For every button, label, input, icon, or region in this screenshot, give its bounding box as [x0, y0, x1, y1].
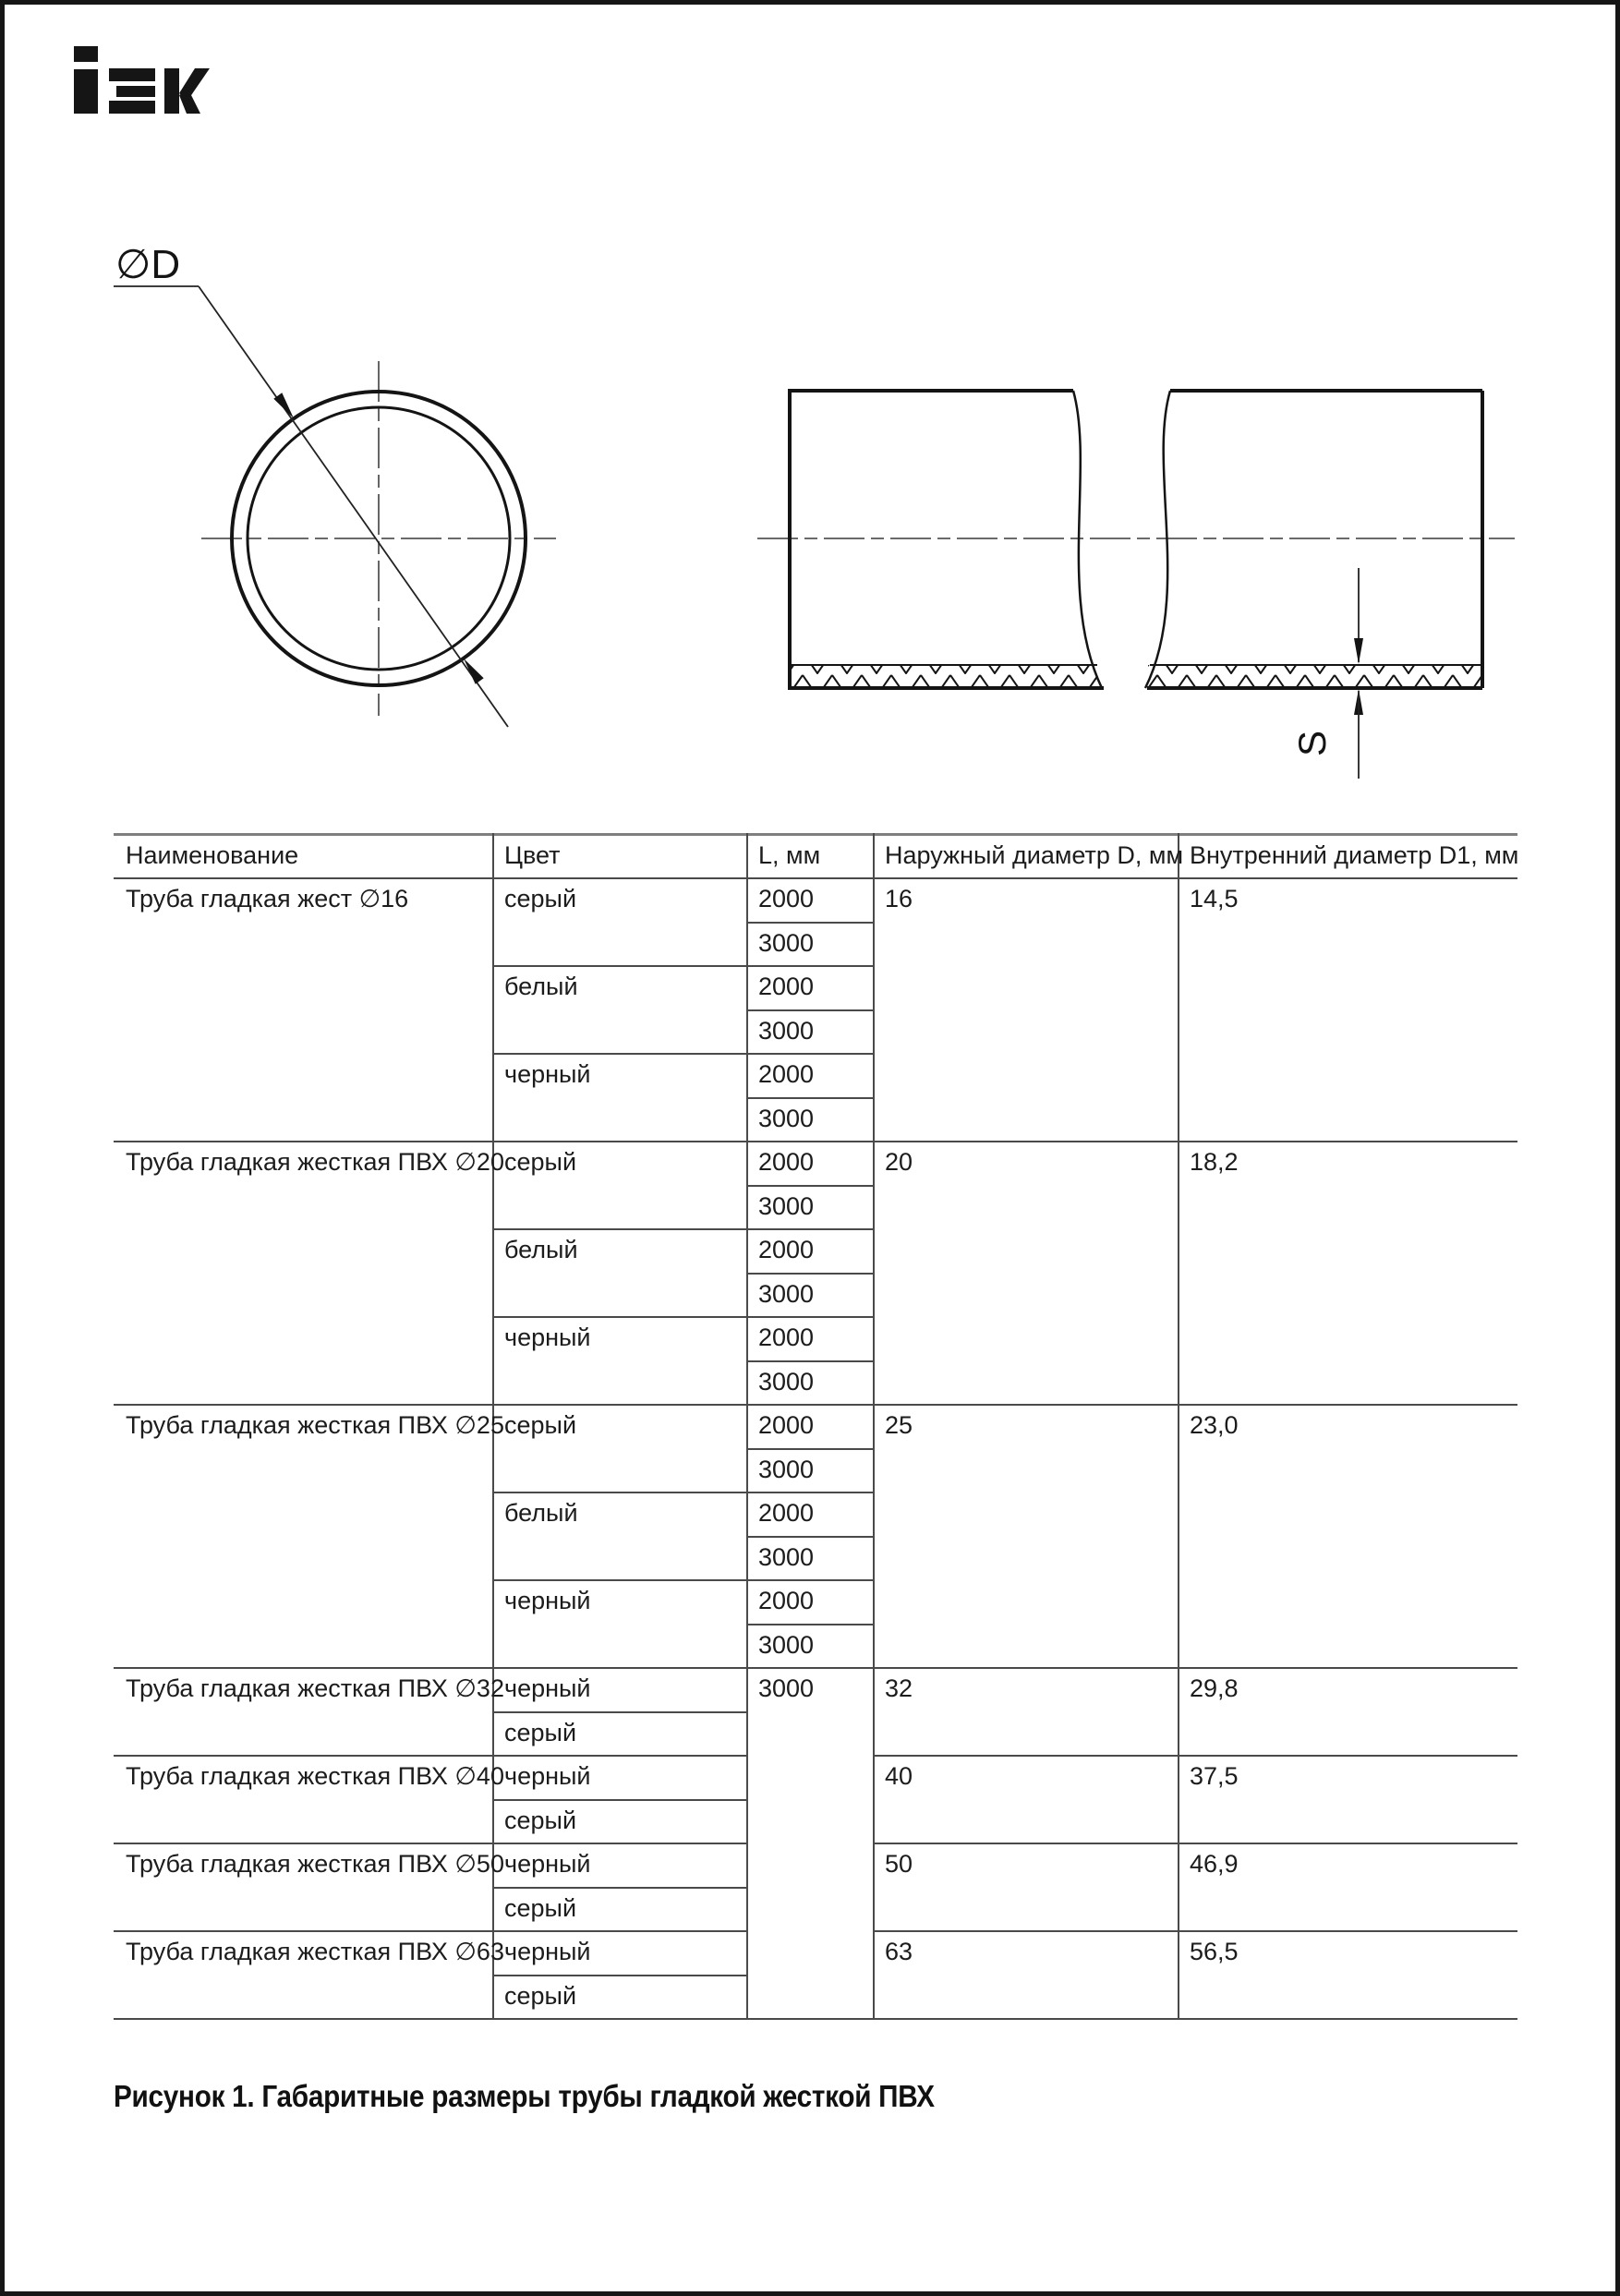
length-cell: 2000: [758, 1060, 815, 1089]
length-cell: 3000: [758, 1367, 815, 1396]
iek-logo: [74, 46, 210, 114]
dimension-arrowhead: [1354, 638, 1363, 664]
color-cell: черный: [504, 1587, 591, 1615]
technical-drawing: [5, 5, 1620, 817]
wall-hatch: [790, 665, 1097, 688]
color-cell: серый: [504, 1411, 577, 1440]
product-name-cell: Труба гладкая жесткая ПВХ ∅50: [126, 1850, 504, 1879]
inner-diameter-cell: 29,8: [1190, 1674, 1239, 1703]
outer-diameter-cell: 32: [885, 1674, 913, 1703]
length-cell: 3000: [758, 1542, 815, 1571]
column-header: Наименование: [126, 840, 299, 869]
color-cell: серый: [504, 1148, 577, 1177]
color-cell: серый: [504, 1981, 577, 2010]
product-name-cell: Труба гладкая жесткая ПВХ ∅63: [126, 1938, 504, 1966]
inner-diameter-cell: 56,5: [1190, 1938, 1239, 1966]
color-cell: серый: [504, 1806, 577, 1834]
outer-diameter-cell: 16: [885, 885, 913, 913]
outer-diameter-cell: 40: [885, 1762, 913, 1791]
column-header: L, мм: [758, 840, 821, 869]
inner-diameter-cell: 46,9: [1190, 1850, 1239, 1879]
color-cell: серый: [504, 1718, 577, 1746]
pipe-cross-section-drawing: [114, 242, 556, 727]
length-cell: 3000: [758, 1279, 815, 1308]
color-cell: черный: [504, 1060, 591, 1089]
color-cell: серый: [504, 885, 577, 913]
length-cell: 3000: [758, 928, 815, 957]
inner-diameter-cell: 18,2: [1190, 1148, 1239, 1177]
pipe-side-view-drawing: [757, 391, 1515, 779]
length-cell: 3000: [758, 1455, 815, 1483]
color-cell: черный: [504, 1850, 591, 1879]
length-cell: 3000: [758, 1104, 815, 1132]
outer-diameter-cell: 63: [885, 1938, 913, 1966]
product-name-cell: Труба гладкая жесткая ПВХ ∅25: [126, 1411, 504, 1440]
color-cell: белый: [504, 1499, 578, 1528]
dimension-arrowhead: [464, 659, 484, 684]
column-header: Внутренний диаметр D1, мм: [1190, 840, 1519, 869]
break-line: [1145, 391, 1170, 688]
length-cell: 3000: [758, 1630, 815, 1659]
inner-diameter-cell: 37,5: [1190, 1762, 1239, 1791]
length-cell: 2000: [758, 1323, 815, 1352]
table-grid-line: [114, 2018, 1517, 2020]
inner-diameter-cell: 23,0: [1190, 1411, 1239, 1440]
length-cell: 2000: [758, 1148, 815, 1177]
diameter-dimension-label: ∅D: [115, 242, 181, 287]
wall-hatch: [1148, 665, 1482, 688]
product-name-cell: Труба гладкая жесткая ПВХ ∅40: [126, 1762, 504, 1791]
inner-diameter-cell: 14,5: [1190, 885, 1239, 913]
length-cell: 3000: [758, 1016, 815, 1045]
length-cell: 2000: [758, 885, 815, 913]
outer-diameter-cell: 25: [885, 1411, 913, 1440]
dimension-arrowhead: [273, 393, 294, 418]
table-grid-line: [746, 833, 748, 2018]
outer-diameter-cell: 20: [885, 1148, 913, 1177]
product-name-cell: Труба гладкая жесткая ПВХ ∅20: [126, 1148, 504, 1177]
table-grid-line: [873, 833, 875, 2018]
color-cell: серый: [504, 1893, 577, 1922]
length-cell: 2000: [758, 973, 815, 1001]
figure-caption: Рисунок 1. Габаритные размеры трубы гладкой жесткой ПВХ: [114, 2079, 935, 2113]
column-header: Наружный диаметр D, мм: [885, 840, 1184, 869]
length-cell: 3000: [758, 1674, 815, 1703]
product-name-cell: Труба гладкая жест ∅16: [126, 885, 409, 913]
color-cell: черный: [504, 1674, 591, 1703]
outer-diameter-cell: 50: [885, 1850, 913, 1879]
column-header: Цвет: [504, 840, 561, 869]
color-cell: черный: [504, 1938, 591, 1966]
table-grid-line: [1178, 833, 1179, 2018]
length-cell: 2000: [758, 1499, 815, 1528]
length-cell: 3000: [758, 1191, 815, 1220]
length-cell: 2000: [758, 1411, 815, 1440]
length-cell: 2000: [758, 1587, 815, 1615]
color-cell: черный: [504, 1323, 591, 1352]
product-name-cell: Труба гладкая жесткая ПВХ ∅32: [126, 1674, 504, 1703]
thickness-dimension-label: S: [1290, 730, 1334, 757]
length-cell: 2000: [758, 1236, 815, 1264]
color-cell: белый: [504, 1236, 578, 1264]
color-cell: белый: [504, 973, 578, 1001]
color-cell: черный: [504, 1762, 591, 1791]
break-line: [1073, 391, 1102, 688]
